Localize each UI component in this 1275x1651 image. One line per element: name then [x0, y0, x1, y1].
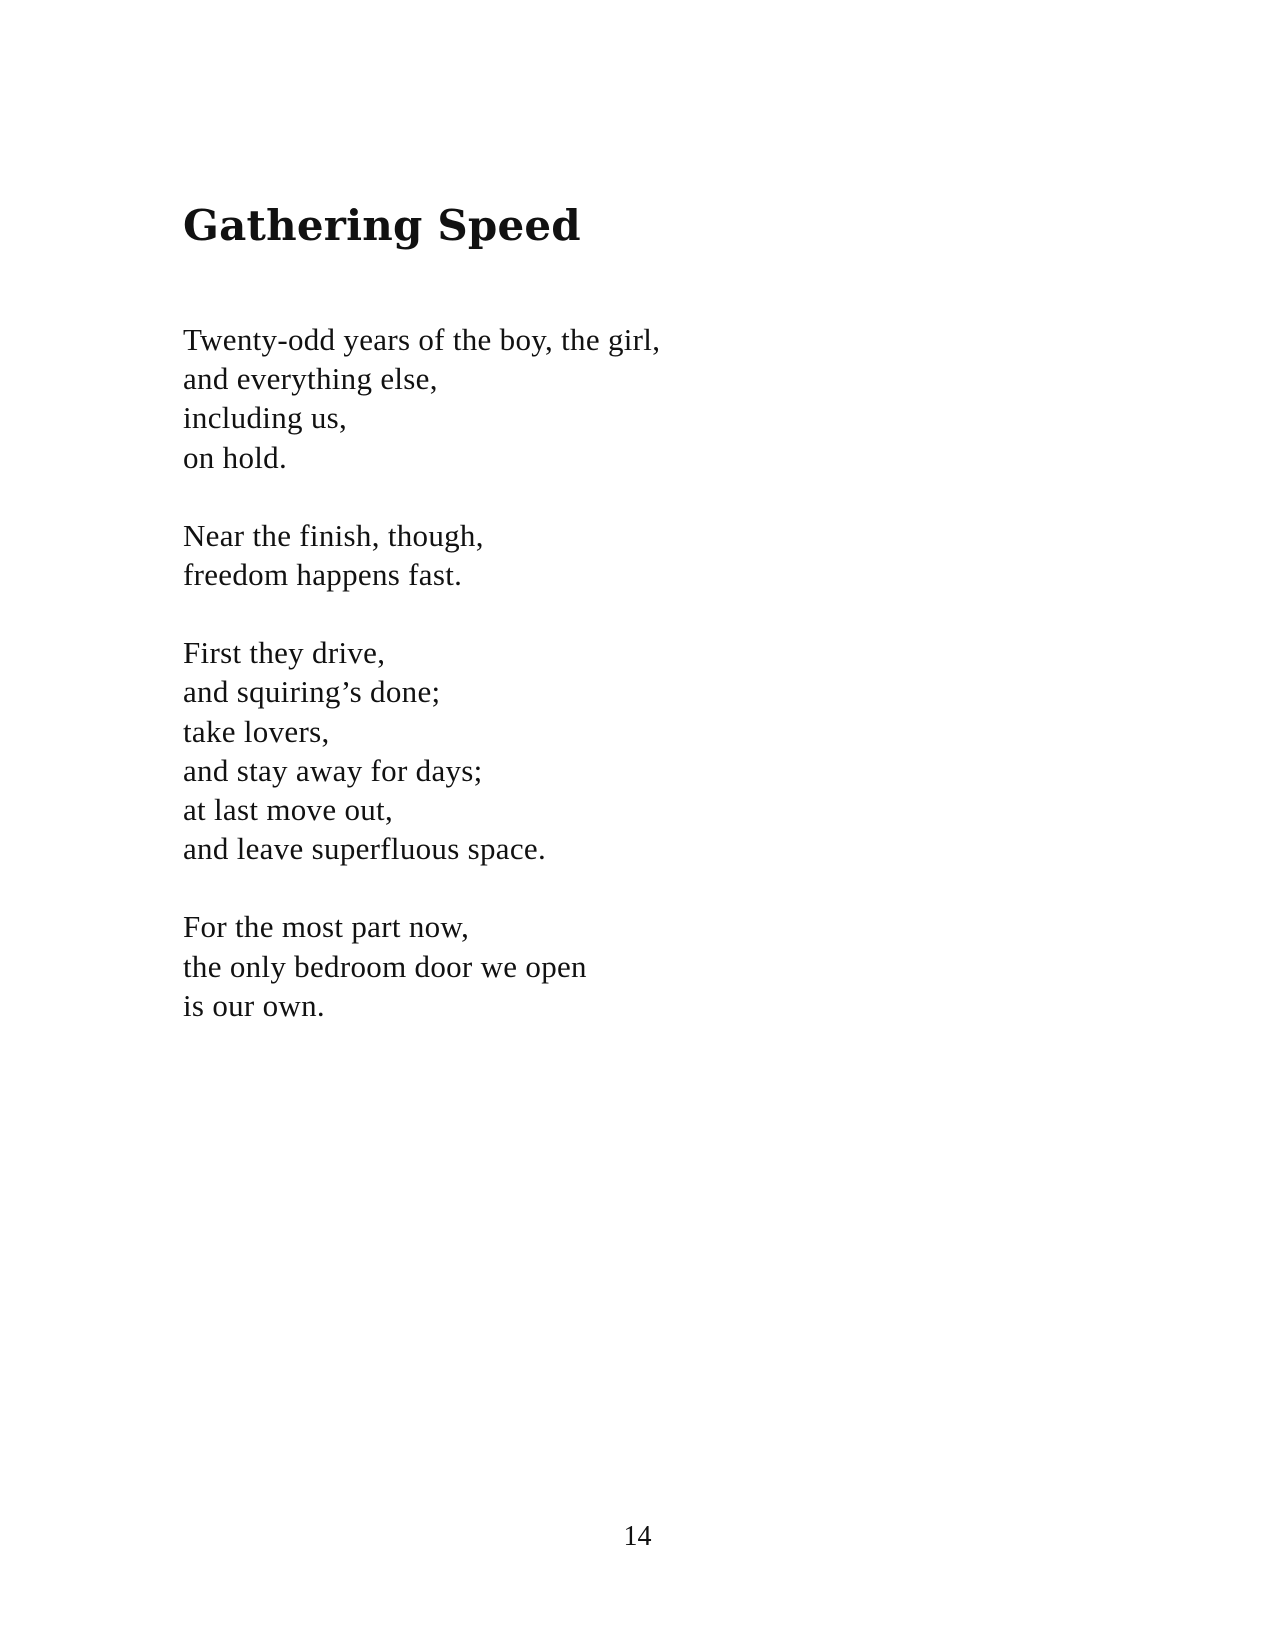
poem-line: the only bedroom door we open	[183, 948, 587, 984]
poem-line: Twenty-odd years of the boy, the girl,	[183, 322, 661, 357]
poem-line: at last move out,	[183, 792, 394, 828]
poem-line: freedom happens fast.	[183, 557, 463, 593]
poem-line: take lovers,	[183, 713, 330, 749]
poem-line: is our own.	[183, 987, 325, 1023]
poem-line: Near the finish, though,	[183, 517, 484, 553]
poem-line: and stay away for days;	[183, 752, 483, 788]
poem-line: For the most part now,	[183, 909, 470, 945]
poem-title: Gathering Speed	[183, 201, 581, 250]
stanza-1	[183, 320, 983, 477]
page-number: 14	[623, 1521, 652, 1552]
poem-line: First they drive,	[183, 635, 386, 671]
poem-body	[183, 320, 983, 1064]
poem-line: on hold.	[183, 439, 288, 475]
stanza-2	[183, 516, 983, 594]
stanza-3	[183, 633, 983, 868]
stanza-4	[183, 907, 983, 1025]
poem-line: and everything else,	[183, 361, 438, 397]
poem-line: including us,	[183, 400, 348, 436]
poem-line: and leave superfluous space.	[183, 831, 547, 867]
poem-line: and squiring’s done;	[183, 674, 441, 710]
